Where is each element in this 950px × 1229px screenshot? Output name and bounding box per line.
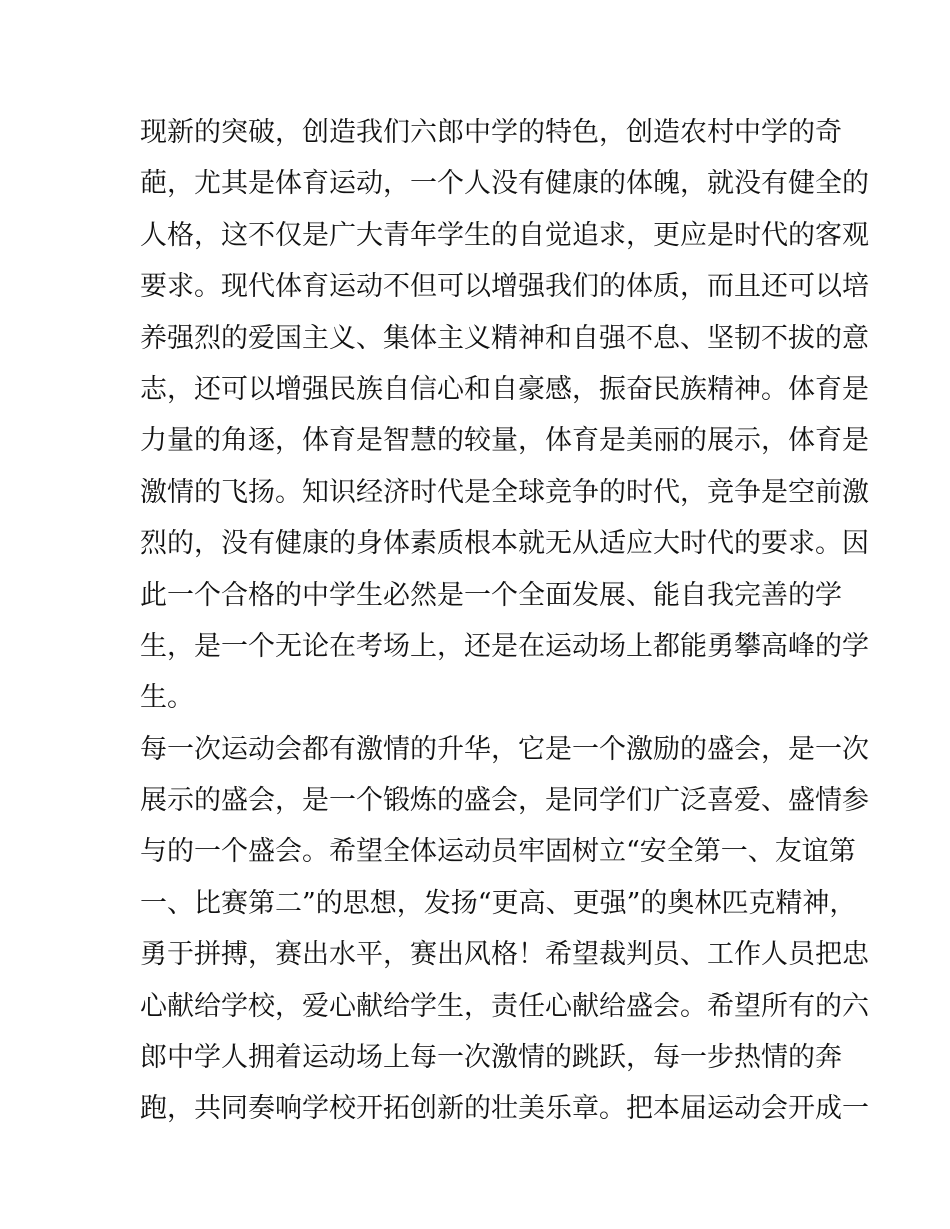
text-line: 此一个合格的中学生必然是一个全面发展、能自我完善的学 [140, 579, 842, 611]
text-line: 激情的飞扬。知识经济时代是全球竞争的时代，竞争是空前激 [140, 476, 869, 508]
text-line: 要求。现代体育运动不但可以增强我们的体质，而且还可以培 [140, 271, 869, 303]
text-line: 养强烈的爱国主义、集体主义精神和自强不息、坚韧不拔的意 [140, 322, 869, 354]
text-line: 葩，尤其是体育运动，一个人没有健康的体魄，就没有健全的 [140, 168, 869, 200]
text-line: 人格，这不仅是广大青年学生的自觉追求，更应是时代的客观 [140, 219, 869, 251]
text-line: 与的一个盛会。希望全体运动员牢固树立“安全第一、友谊第 [140, 836, 856, 868]
text-line: 志，还可以增强民族自信心和自豪感，振奋民族精神。体育是 [140, 373, 869, 405]
text-line: 勇于拼搏，赛出水平，赛出风格！希望裁判员、工作人员把忠 [140, 939, 869, 971]
body-text [140, 107, 869, 1135]
text-line: 跑，共同奏响学校开拓创新的壮美乐章。把本届运动会开成一 [140, 1093, 869, 1125]
text-line: 力量的角逐，体育是智慧的较量，体育是美丽的展示，体育是 [140, 425, 869, 457]
text-line: 一、比赛第二”的思想，发扬“更高、更强”的奥林匹克精神， [140, 887, 857, 919]
text-line: 心献给学校，爱心献给学生，责任心献给盛会。希望所有的六 [140, 990, 869, 1022]
text-line: 烈的，没有健康的身体素质根本就无从适应大时代的要求。因 [140, 528, 869, 560]
text-line: 每一次运动会都有激情的升华，它是一个激励的盛会，是一次 [140, 733, 869, 765]
text-line: 现新的突破，创造我们六郎中学的特色，创造农村中学的奇 [140, 117, 842, 148]
text-line: 展示的盛会，是一个锻炼的盛会，是同学们广泛喜爱、盛情参 [140, 785, 869, 817]
text-line: 生，是一个无论在考场上，还是在运动场上都能勇攀高峰的学 [140, 630, 869, 662]
text-line: 生。 [140, 682, 194, 714]
text-line: 郎中学人拥着运动场上每一次激情的跳跃，每一步热情的奔 [140, 1042, 842, 1074]
